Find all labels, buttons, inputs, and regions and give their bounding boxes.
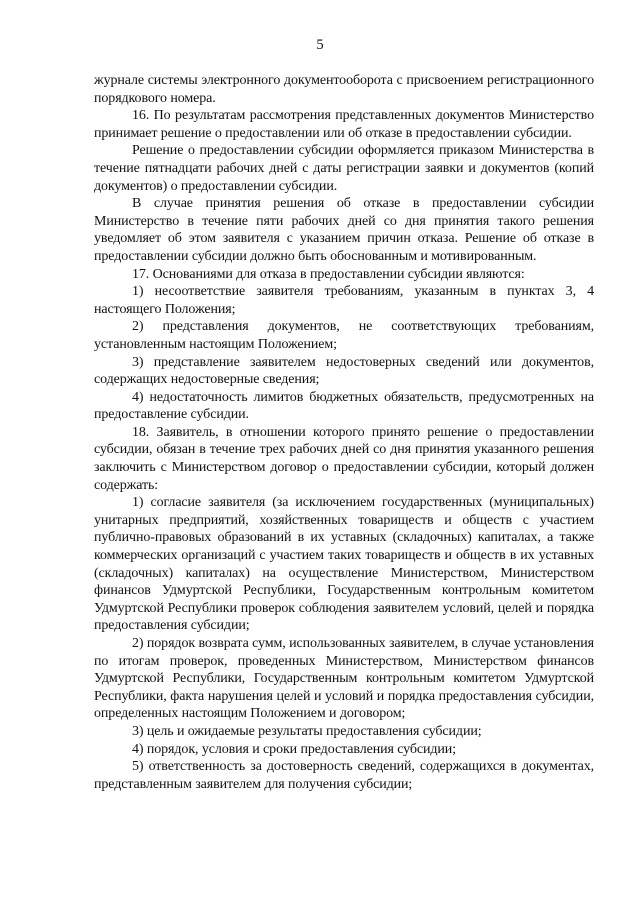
list-item-18-5: 5) ответственность за достоверность сведений, содержащихся в документах, представленным заявителем для получения субсидии; [94,759,594,792]
list-item-17-2: 2) представления документов, не соответствующих требованиям, установленным настоящим Положением; [94,319,594,352]
document-body [94,72,594,793]
paragraph-refusal: В случае принятия решения об отказе в предоставлении субсидии Министерство в течение пяти рабочих дней со дня принятия такого решения уведомляет об этом заявителя с указанием причин отказа. Решение об отказе в предоставлении субсидии должно быть обоснованным и мотивированным. [94,196,594,264]
paragraph-continuation: журнале системы электронного документооборота с присвоением регистрационного порядкового номера. [94,73,594,106]
paragraph-decision: Решение о предоставлении субсидии оформляется приказом Министерства в течение пятнадцати рабочих дней с даты регистрации заявки и документов (копий документов) о предоставлении субсидии. [94,143,594,194]
list-item-18-3: 3) цель и ожидаемые результаты предоставления субсидии; [132,723,482,739]
page-number: 5 [316,37,324,53]
list-item-18-1: 1) согласие заявителя (за исключением государственных (муниципальных) унитарных предприятий, хозяйственных товариществ и обществ с участием публично-правовых образований в их уставных (складочных) капиталах, а также коммерческих организаций с участием таких товариществ и обществ в их уставных (складочных) капиталах) на осуществление Министерством, Министерством финансов Удмуртской Республики, Государственным контрольным комитетом Удмуртской Республики проверок соблюдения заявителем условий, целей и порядка предоставления субсидии; [94,495,594,634]
list-item-17-3: 3) представление заявителем недостоверных сведений или документов, содержащих недостоверные сведения; [94,354,594,388]
list-item-18-2: 2) порядок возврата сумм, использованных заявителем, в случае установления по итогам проверок, проведенных Министерством, Министерством финансов Удмуртской Республики, Государственным контрольным комитетом Удмуртской Республики, факта нарушения целей и условий и порядка предоставления субсидии, определенных настоящим Положением и договором; [94,636,594,722]
list-item-17-4: 4) недостаточность лимитов бюджетных обязательств, предусмотренных на предоставление субсидии. [94,389,594,423]
list-item-17-1: 1) несоответствие заявителя требованиям, указанным в пунктах 3, 4 настоящего Положения; [94,284,594,317]
list-item-18-4: 4) порядок, условия и сроки предоставления субсидии; [132,741,456,757]
paragraph-item-16: 16. По результатам рассмотрения представленных документов Министерство принимает решение о предоставлении или об отказе в предоставлении субсидии. [94,108,594,141]
paragraph-item-18: 18. Заявитель, в отношении которого принято решение о предоставлении субсидии, обязан в течение трех рабочих дней со дня принятия указанного решения заключить с Министерством договор о предоставлении субсидии, который должен содержать: [94,424,594,493]
paragraph-item-17: 17. Основаниями для отказа в предоставлении субсидии являются: [132,266,525,282]
